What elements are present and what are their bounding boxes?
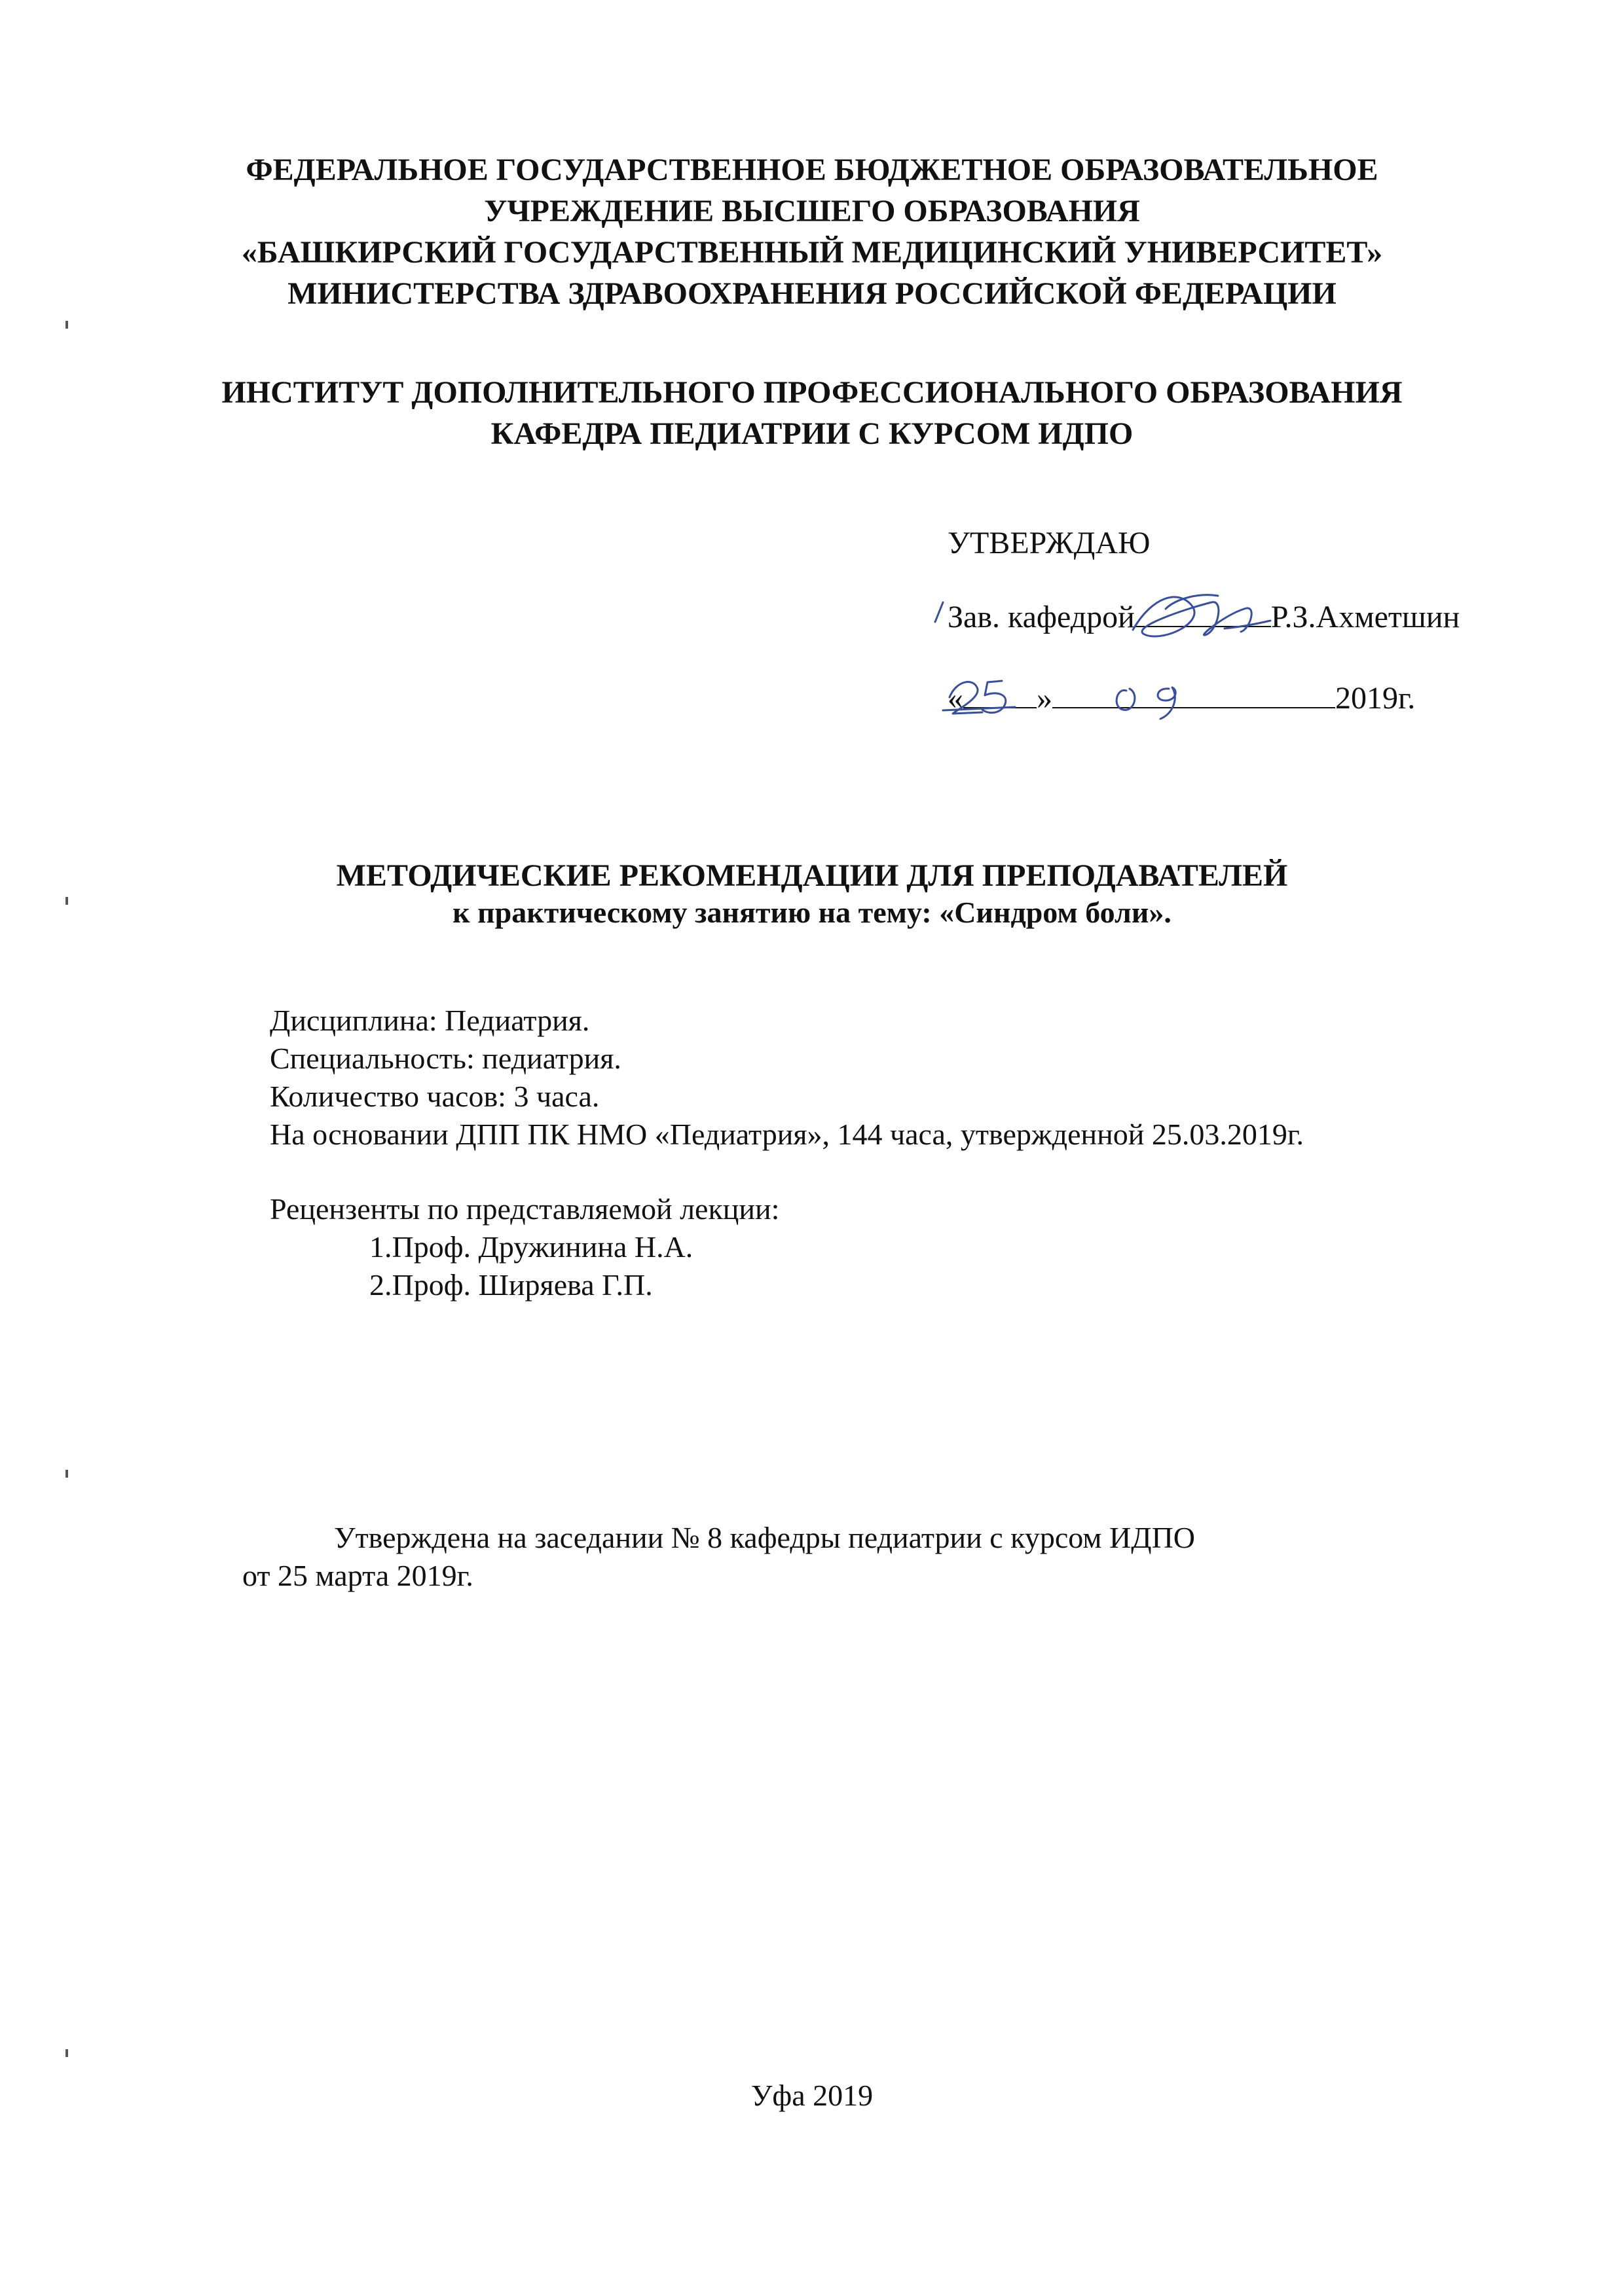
hours-line: Количество часов: 3 часа. <box>270 1080 600 1113</box>
department-name: КАФЕДРА ПЕДИАТРИИ С КУРСОМ ИДПО <box>490 416 1134 451</box>
date-close-quote: » <box>1037 681 1052 716</box>
meeting-approval-line2: от 25 марта 2019г. <box>242 1559 473 1592</box>
approval-year: 2019г. <box>1335 681 1416 716</box>
approval-name: Р.З.Ахметшин <box>1270 600 1460 634</box>
reviewers-block <box>270 1190 779 1304</box>
document-title-block <box>0 858 1624 931</box>
document-header <box>0 149 1624 314</box>
specialty-line: Специальность: педиатрия. <box>270 1042 621 1075</box>
reviewer-item: 1.Проф. Дружинина Н.А. <box>369 1230 693 1264</box>
reviewer-item: 2.Проф. Ширяева Г.П. <box>369 1268 653 1302</box>
course-info <box>270 1002 1304 1154</box>
header-line: ФЕДЕРАЛЬНОЕ ГОСУДАРСТВЕННОЕ БЮДЖЕТНОЕ ОБРАЗОВАТЕЛЬНОЕ <box>246 153 1378 187</box>
margin-mark <box>65 2049 68 2057</box>
header-line: МИНИСТЕРСТВА ЗДРАВООХРАНЕНИЯ РОССИЙСКОЙ ФЕДЕРАЦИИ <box>287 276 1337 311</box>
margin-mark <box>65 321 68 329</box>
handwritten-signature <box>917 570 1572 727</box>
header-line: УЧРЕЖДЕНИЕ ВЫСШЕГО ОБРАЗОВАНИЯ <box>484 194 1140 228</box>
document-subtitle: к практическому занятию на тему: «Синдром боли». <box>452 896 1172 929</box>
meeting-approval-line1: Утверждена на заседании № 8 кафедры педиатрии с курсом ИДПО <box>334 1521 1196 1554</box>
basis-line: На основании ДПП ПК НМО «Педиатрия», 144 часа, утвержденной 25.03.2019г. <box>270 1118 1304 1151</box>
header-line: «БАШКИРСКИЙ ГОСУДАРСТВЕННЫЙ МЕДИЦИНСКИЙ УНИВЕРСИТЕТ» <box>241 235 1383 270</box>
approval-heading: УТВЕРЖДАЮ <box>948 526 1151 560</box>
reviewers-heading: Рецензенты по представляемой лекции: <box>270 1192 780 1226</box>
institute-block <box>0 372 1624 454</box>
discipline-line: Дисциплина: Педиатрия. <box>270 1004 590 1037</box>
document-title: МЕТОДИЧЕСКИЕ РЕКОМЕНДАЦИИ ДЛЯ ПРЕПОДАВАТЕЛЕЙ <box>336 858 1288 893</box>
footer-city-year: Уфа 2019 <box>750 2079 874 2112</box>
date-open-quote: « <box>948 681 963 716</box>
margin-mark <box>65 1470 68 1478</box>
institute-name: ИНСТИТУТ ДОПОЛНИТЕЛЬНОГО ПРОФЕССИОНАЛЬНОГО ОБРАЗОВАНИЯ <box>221 375 1403 410</box>
meeting-approval <box>242 1519 1195 1595</box>
approval-position: Зав. кафедрой <box>948 600 1135 634</box>
